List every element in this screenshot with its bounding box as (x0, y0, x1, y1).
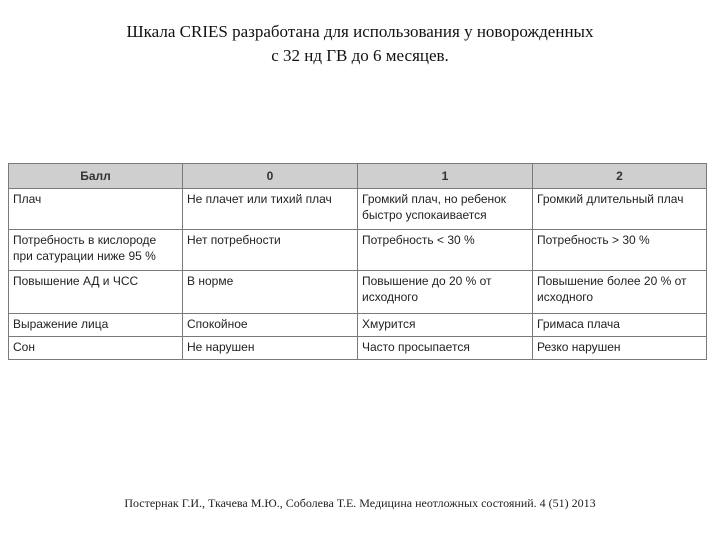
table-header-row (9, 164, 707, 189)
cries-scale-table (8, 163, 707, 360)
table-cell: В норме (183, 271, 358, 314)
table-row (9, 189, 707, 230)
table-cell: Потребность < 30 % (358, 230, 533, 271)
row-label: Потребность в кислороде при сатурации ниже 95 % (9, 230, 183, 271)
row-label: Сон (9, 337, 183, 360)
table-row (9, 314, 707, 337)
row-label: Повышение АД и ЧСС (9, 271, 183, 314)
table-cell: Часто просыпается (358, 337, 533, 360)
table-cell: Повышение более 20 % от исходного (533, 271, 707, 314)
row-label: Выражение лица (9, 314, 183, 337)
header-0: 0 (183, 164, 358, 189)
title-line-1: Шкала CRIES разработана для использования у новорожденных (126, 22, 594, 41)
table-cell: Повышение до 20 % от исходного (358, 271, 533, 314)
table-cell: Громкий плач, но ребенок быстро успокаивается (358, 189, 533, 230)
table-cell: Потребность > 30 % (533, 230, 707, 271)
page-title (0, 20, 720, 68)
table-cell: Громкий длительный плач (533, 189, 707, 230)
table-row (9, 271, 707, 314)
table-cell: Хмурится (358, 314, 533, 337)
table-row (9, 230, 707, 271)
row-label: Плач (9, 189, 183, 230)
table-cell: Нет потребности (183, 230, 358, 271)
table-cell: Спокойное (183, 314, 358, 337)
table-cell: Резко нарушен (533, 337, 707, 360)
table-cell: Не плачет или тихий плач (183, 189, 358, 230)
header-2: 2 (533, 164, 707, 189)
title-line-2: с 32 нд ГВ до 6 месяцев. (271, 46, 449, 65)
table-row (9, 337, 707, 360)
header-score: Балл (9, 164, 183, 189)
citation-footer: Постернак Г.И., Ткачева М.Ю., Соболева Т.Е. Медицина неотложных состояний. 4 (51) 2013 (124, 496, 596, 510)
table-cell: Не нарушен (183, 337, 358, 360)
header-1: 1 (358, 164, 533, 189)
table-cell: Гримаса плача (533, 314, 707, 337)
